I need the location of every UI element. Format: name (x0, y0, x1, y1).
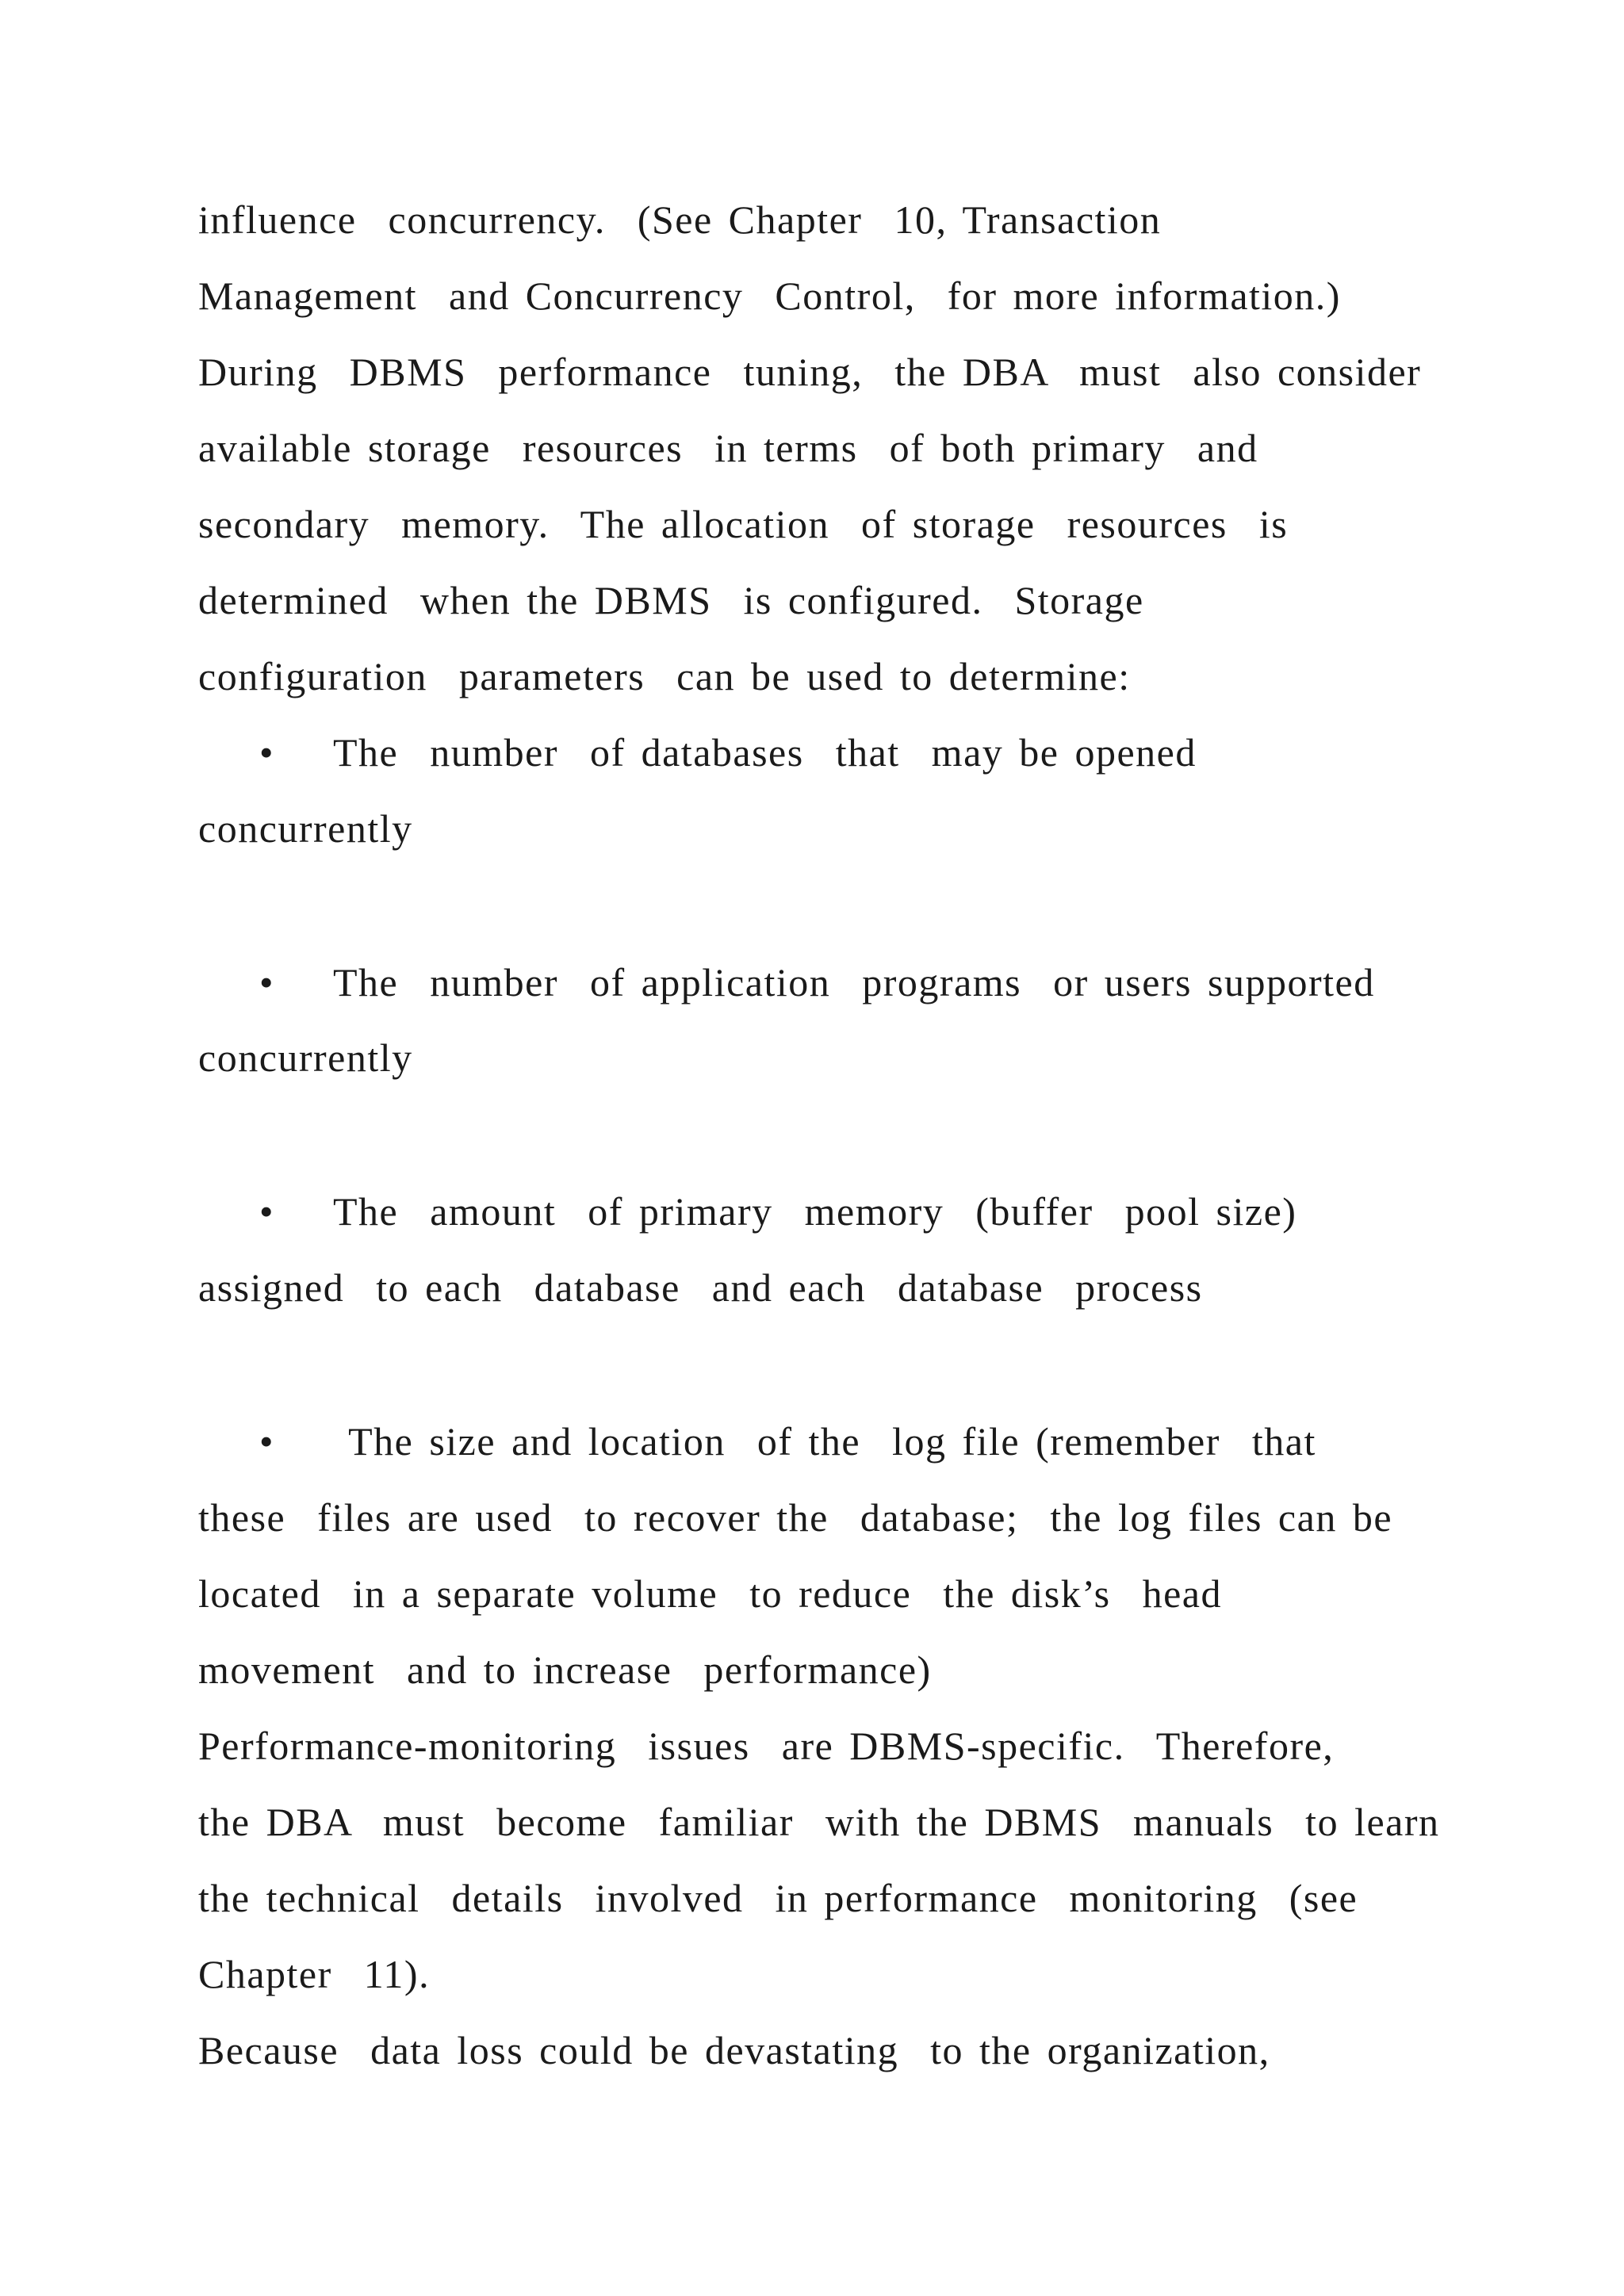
text-line: configuration parameters can be used to determine: (198, 654, 1131, 698)
bullet-icon: • (259, 1419, 274, 1464)
bullet-icon: • (259, 960, 274, 1004)
bullet-icon: • (259, 730, 274, 775)
text-line: secondary memory. The allocation of storage resources is (198, 502, 1289, 546)
text-line: Management and Concurrency Control, for more information.) (198, 274, 1341, 318)
bullet-item-text: The number of databases that may be opened (333, 730, 1197, 775)
text-line: Performance-monitoring issues are DBMS-specific. Therefore, (198, 1724, 1335, 1768)
bullet-item-continuation: concurrently (198, 806, 413, 851)
text-line: During DBMS performance tuning, the DBA must also consider (198, 350, 1422, 394)
bullet-item-text: The amount of primary memory (buffer pool size) (333, 1189, 1297, 1234)
text-line: Chapter 11). (198, 1952, 431, 1996)
text-line: influence concurrency. (See Chapter 10, Transaction (198, 197, 1162, 242)
bullet-item-continuation: these files are used to recover the database; the log files can be (198, 1495, 1393, 1540)
text-line: Because data loss could be devastating to the organization, (198, 2028, 1270, 2072)
bullet-item-continuation: assigned to each database and each database process (198, 1265, 1203, 1310)
text-line: the technical details involved in performance monitoring (see (198, 1876, 1358, 1920)
text-line: the DBA must become familiar with the DBMS manuals to learn (198, 1800, 1440, 1844)
text-line: determined when the DBMS is configured. Storage (198, 578, 1144, 622)
bullet-item-text: The number of application programs or users supported (333, 960, 1375, 1004)
text-line: available storage resources in terms of both primary and (198, 426, 1258, 470)
bullet-item-text: The size and location of the log file (remember that (333, 1419, 1316, 1464)
bullet-item-continuation: located in a separate volume to reduce the disk’s head (198, 1571, 1222, 1616)
bullet-item-continuation: movement and to increase performance) (198, 1647, 932, 1692)
bullet-icon: • (259, 1189, 274, 1234)
bullet-item-continuation: concurrently (198, 1035, 413, 1080)
